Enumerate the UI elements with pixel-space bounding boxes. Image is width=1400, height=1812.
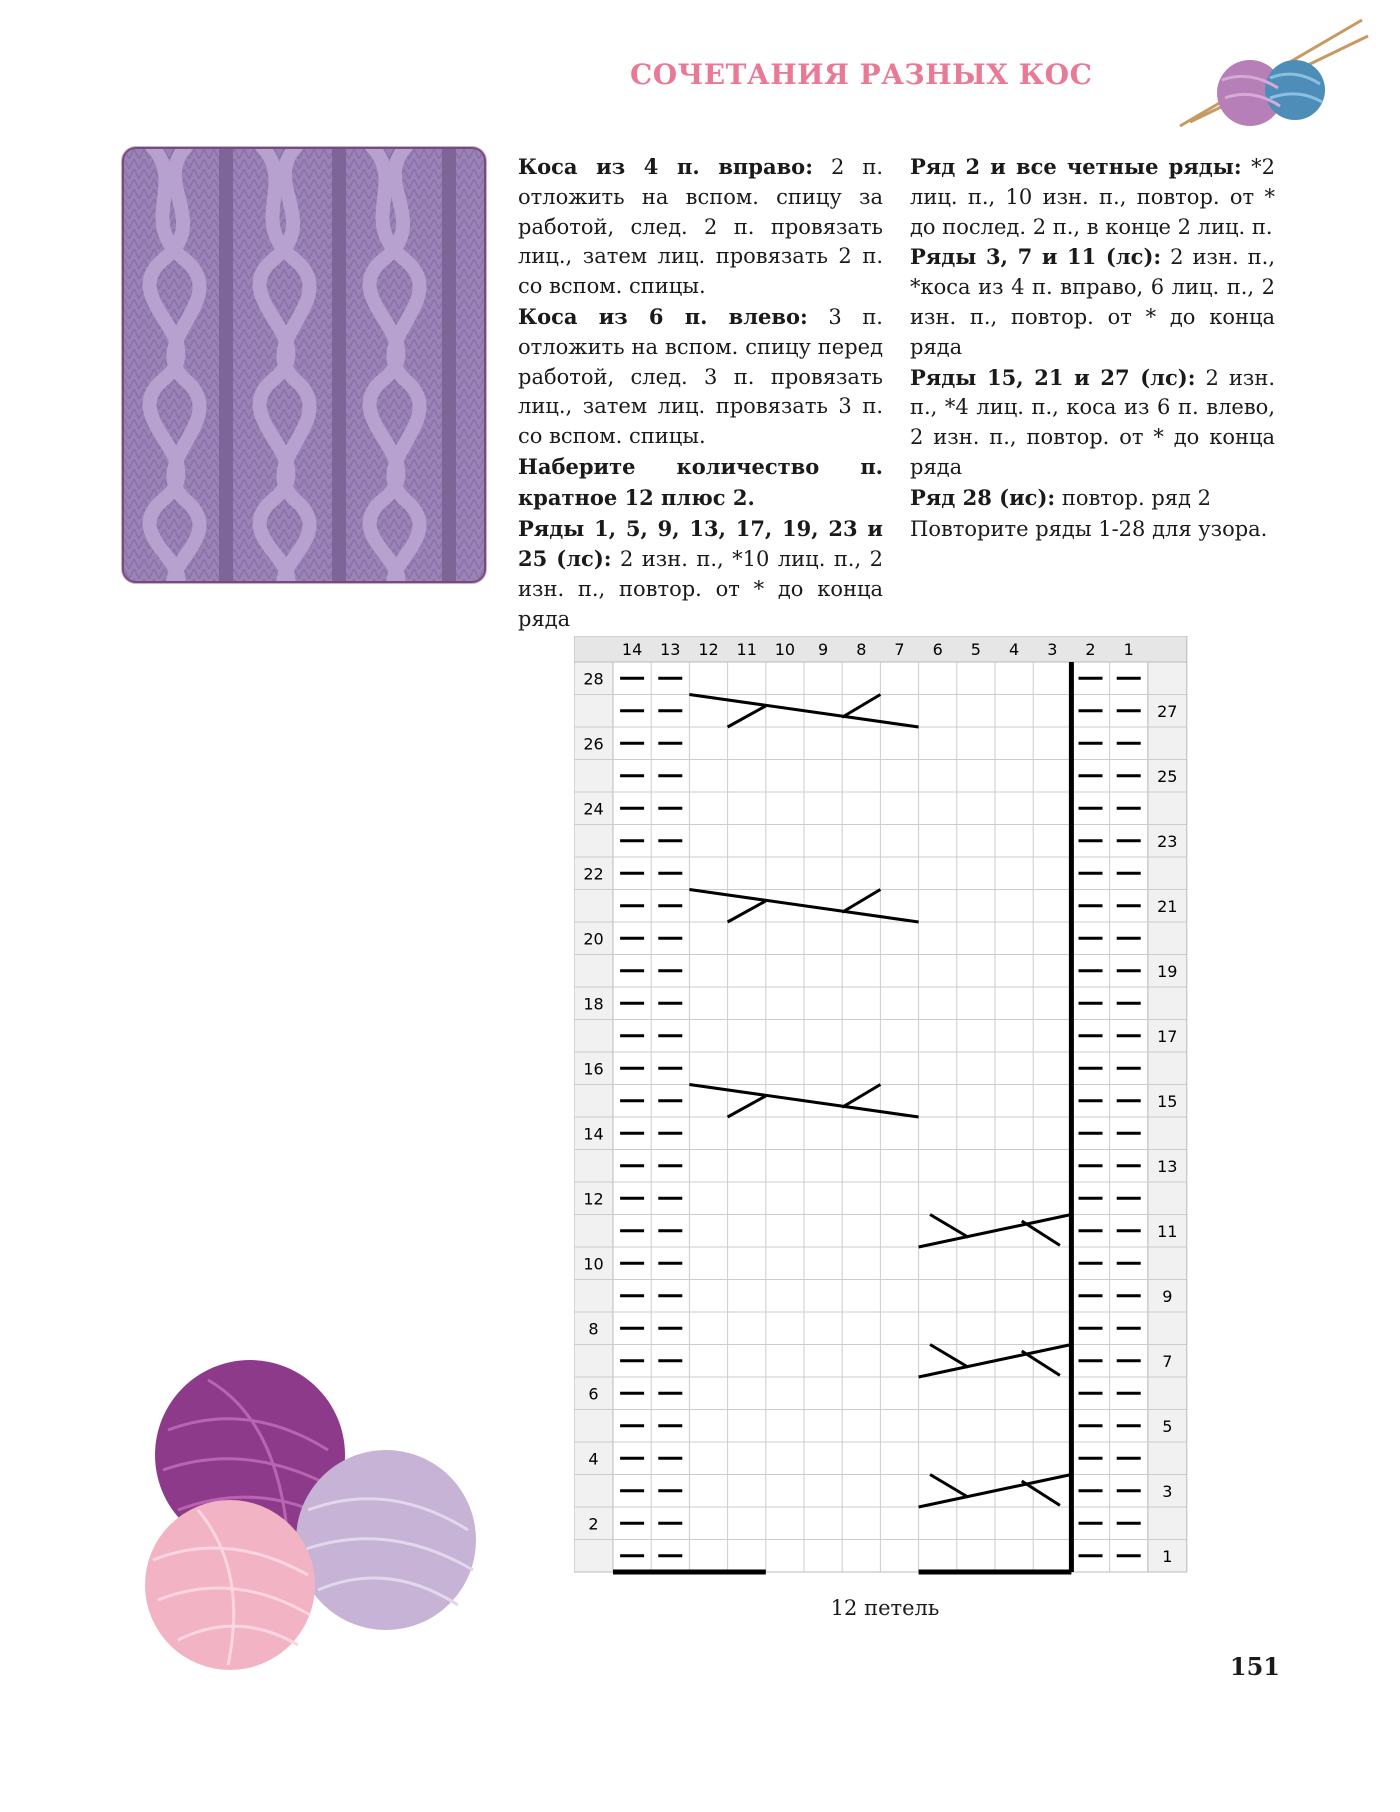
instructions-column-1 — [518, 152, 883, 635]
page-number: 151 — [1229, 1652, 1280, 1681]
knitted-swatch-image — [122, 147, 486, 583]
row-label: 27 — [1157, 701, 1178, 721]
row-label: 6 — [588, 1384, 599, 1404]
paragraph: Ряды 1, 5, 9, 13, 17, 19, 23 и 25 (лс): 2 изн. п., *10 лиц. п., 2 изн. п., повтор. от * до конца ряда — [518, 515, 883, 631]
column-label: 10 — [774, 640, 796, 659]
row-label: 17 — [1157, 1026, 1178, 1046]
paragraph: Ряд 2 и все четные ряды: *2 лиц. п., 10 изн. п., повтор. от * до послед. 2 п., в конце 2 лиц. п. — [910, 154, 1275, 239]
row-label: 24 — [583, 799, 604, 819]
column-label: 9 — [818, 640, 829, 659]
row-label: 26 — [583, 734, 604, 754]
row-label: 12 — [583, 1189, 604, 1209]
row-label: 21 — [1157, 896, 1178, 916]
row-label: 22 — [583, 864, 604, 884]
paragraph: Коса из 6 п. влево: 3 п. отложить на вспом. спицу перед работой, след. 3 п. провязать лиц., затем лиц. провязать 3 п. со вспом. спицы. — [518, 303, 883, 449]
page-title: СОЧЕТАНИЯ РАЗНЫХ КОС — [630, 58, 1093, 91]
row-label: 1 — [1162, 1546, 1173, 1566]
column-label: 4 — [1009, 640, 1020, 659]
paragraph: Повторите ряды 1-28 для узора. — [910, 516, 1268, 541]
row-label: 28 — [583, 669, 604, 689]
paragraph: Коса из 4 п. вправо: 2 п. отложить на вспом. спицу за работой, след. 2 п. провязать лиц., затем лиц. провязать 2 п. со вспом. спицы. — [518, 154, 883, 299]
row-label: 15 — [1157, 1091, 1178, 1111]
row-label: 14 — [583, 1124, 604, 1144]
row-label: 16 — [583, 1059, 604, 1079]
paragraph: Ряд 28 (ис): повтор. ряд 2 — [910, 484, 1211, 510]
column-label: 13 — [660, 640, 681, 659]
row-label: 25 — [1157, 766, 1178, 786]
row-label: 11 — [1157, 1221, 1178, 1241]
column-label: 1 — [1123, 640, 1134, 659]
row-label: 5 — [1162, 1416, 1173, 1436]
row-label: 3 — [1162, 1481, 1173, 1501]
row-label: 2 — [588, 1514, 599, 1534]
row-label: 10 — [583, 1254, 604, 1274]
yarn-balls-image — [138, 1360, 478, 1670]
paragraph: Ряды 3, 7 и 11 (лс): 2 изн. п., *коса из 4 п. вправо, 6 лиц. п., 2 изн. п., повтор. от * до конца ряда — [910, 244, 1275, 359]
column-label: 11 — [736, 640, 757, 659]
column-label: 12 — [698, 640, 719, 659]
instructions-column-2 — [910, 152, 1275, 544]
row-label: 19 — [1157, 961, 1178, 981]
row-label: 9 — [1162, 1286, 1173, 1306]
paragraph: Наберите количество п. кратное 12 плюс 2. — [518, 453, 883, 510]
column-label: 3 — [1047, 640, 1058, 659]
row-label: 13 — [1157, 1156, 1178, 1176]
knitting-chart — [574, 636, 1190, 1580]
paragraph: Ряды 15, 21 и 27 (лс): 2 изн. п., *4 лиц. п., коса из 6 п. влево, 2 изн. п., повтор. от * до конца ряда — [910, 364, 1275, 479]
row-label: 8 — [588, 1319, 599, 1339]
column-label: 2 — [1085, 640, 1096, 659]
column-label: 14 — [621, 640, 643, 659]
row-label: 23 — [1157, 831, 1178, 851]
row-label: 18 — [583, 994, 604, 1014]
row-label: 7 — [1162, 1351, 1173, 1371]
column-label: 8 — [856, 640, 867, 659]
row-label: 4 — [588, 1449, 599, 1469]
column-label: 5 — [970, 640, 981, 659]
row-label: 20 — [583, 929, 604, 949]
chart-caption: 12 петель — [830, 1596, 940, 1620]
column-label: 6 — [932, 640, 943, 659]
yarn-balls-needles-icon — [1170, 18, 1370, 128]
column-label: 7 — [894, 640, 905, 659]
